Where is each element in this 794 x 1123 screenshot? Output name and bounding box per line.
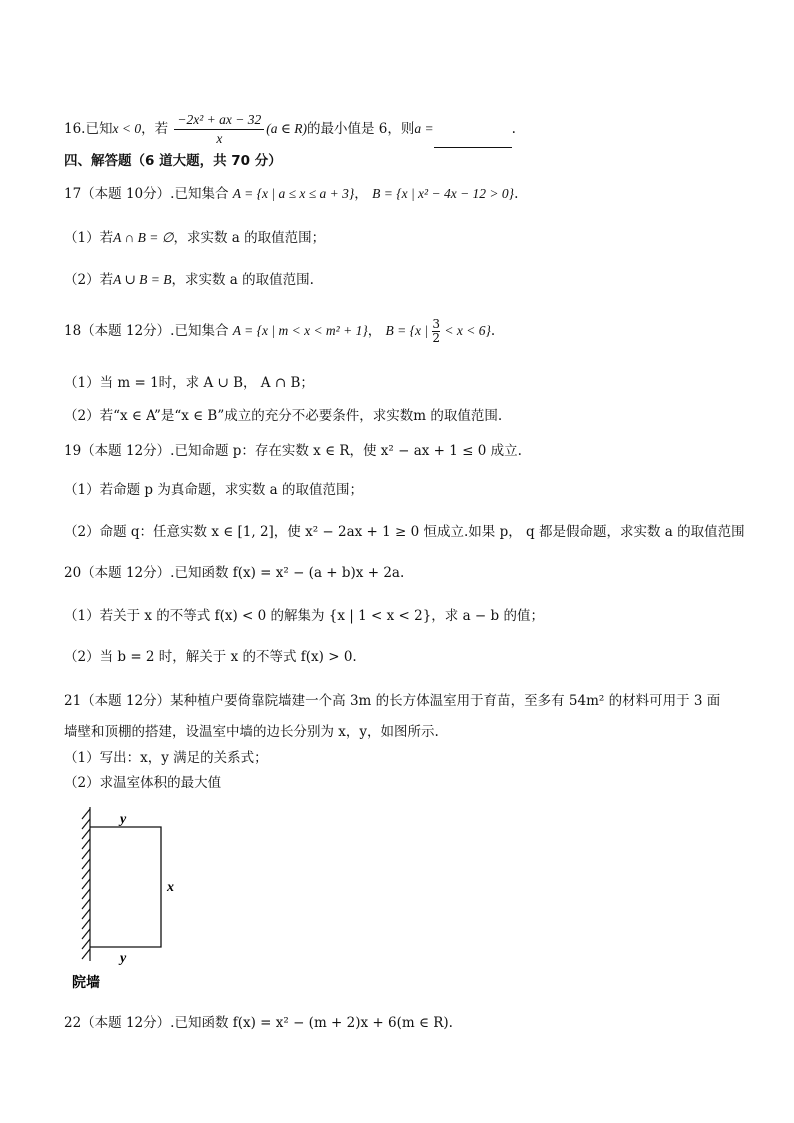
q16-mid: ，若 [141,121,169,137]
q16-number: 16. [64,121,86,137]
q17-part2-expr: A ∪ B = B [113,272,172,287]
q18-fraction-numerator: 3 [432,317,441,331]
q16: 16.已知x < 0，若 $\frac{\text{−2x² + ax − 32}}{x}$ (a ∈ R)的最小值是 6，则a = . [64,112,516,146]
q21-stem-line1: 21（本题 12分）某种植户要倚靠院墙建一个高 3m 的长方体温室用于育苗，至多有 54m² 的材料可用于 3 面 [64,693,721,709]
q16-text-after: 的最小值是 6，则 [307,121,415,137]
q17-part2 [64,270,314,290]
greenhouse-outline [90,827,161,947]
q18-set-b-left: B = {x | [385,323,429,338]
q17-part1-label: （1）若 [64,230,114,246]
q20-part2: （2）当 b = 2 时，解关于 x 的不等式 f(x) > 0. [64,649,357,665]
q16-fraction-denominator: x [216,131,223,146]
q18-sep: ， [367,323,382,339]
q17-stem [64,184,518,204]
q18-set-b-fraction [432,318,440,345]
q21-part1: （1）写出：x，y 满足的关系式； [64,750,268,766]
fig-label-right: x [167,880,174,895]
q18-set-a: A = {x | m < x < m² + 1} [232,323,368,338]
q17-end: . [514,186,519,202]
q21-part2: （2）求温室体积的最大值 [64,775,222,791]
fig-label-top: y [120,812,127,827]
wall-hatch [82,807,90,961]
section-heading: 四、解答题（6 道大题，共 70 分） [64,153,282,169]
q17-part1-expr: A ∩ B = ∅ [113,230,174,245]
q18-set-b-right: < x < 6} [444,323,491,338]
q16-fraction-numerator: −2x² + ax − 32 [174,111,264,130]
q17-set-a: A = {x | a ≤ x ≤ a + 3} [232,186,355,201]
q16-text-before: 已知 [85,121,113,137]
fig-label-bottom: y [120,951,127,966]
q16-answer-blank[interactable] [434,133,512,148]
q20-stem: 20（本题 12分）.已知函数 f(x) = x² − (a + b)x + 2a. [64,565,405,581]
q18-end: . [490,323,496,339]
greenhouse-figure [70,805,200,995]
q16-domain: (a ∈ R) [266,121,307,136]
q18-part1: （1）当 m = 1时，求 A ∪ B， A ∩ B； [64,375,314,391]
q21-stem-line2: 墙壁和顶棚的搭建，设温室中墙的边长分别为 x，y，如图所示. [64,724,439,740]
q19-part2: （2）命题 q：任意实数 x ∈ [1, 2]，使 x² − 2ax + 1 ≥ 0 恒成立.如果 p， q 都是假命题，求实数 a 的取值范围 [64,524,745,540]
q16-ask: a = [414,121,434,136]
q16-condition: x < 0 [112,121,142,136]
q18-stem-prefix: 18（本题 12分）.已知集合 [64,323,229,339]
q20-part1: （1）若关于 x 的不等式 f(x) < 0 的解集为 {x | 1 < x < 2}，求 a − b 的值； [64,608,544,624]
q17-sep: ， [354,186,368,202]
q16-fraction [174,111,264,148]
q22-stem: 22（本题 12分）.已知函数 f(x) = x² − (m + 2)x + 6(m ∈ R). [64,1015,453,1031]
q17-part1-tail: ，求实数 a 的取值范围； [173,230,326,246]
q17-part2-tail: ，求实数 a 的取值范围. [171,272,314,288]
q19-part1: （1）若命题 p 为真命题，求实数 a 的取值范围； [64,482,363,498]
fig-wall-label: 院墙 [72,975,100,991]
q19-stem: 19（本题 12分）.已知命题 p：存在实数 x ∈ R，使 x² − ax + 1 ≤ 0 成立. [64,443,522,459]
q17-part1 [64,228,325,248]
q18-stem [64,318,495,345]
q17-stem-prefix: 17（本题 10分）.已知集合 [64,186,229,202]
q18-fraction-denominator: 2 [432,331,441,345]
q17-part2-label: （2）若 [64,272,114,288]
q18-part2: （2）若“x ∈ A”是“x ∈ B”成立的充分不必要条件，求实数m 的取值范围. [64,408,503,424]
q17-set-b: B = {x | x² − 4x − 12 > 0} [372,186,515,201]
